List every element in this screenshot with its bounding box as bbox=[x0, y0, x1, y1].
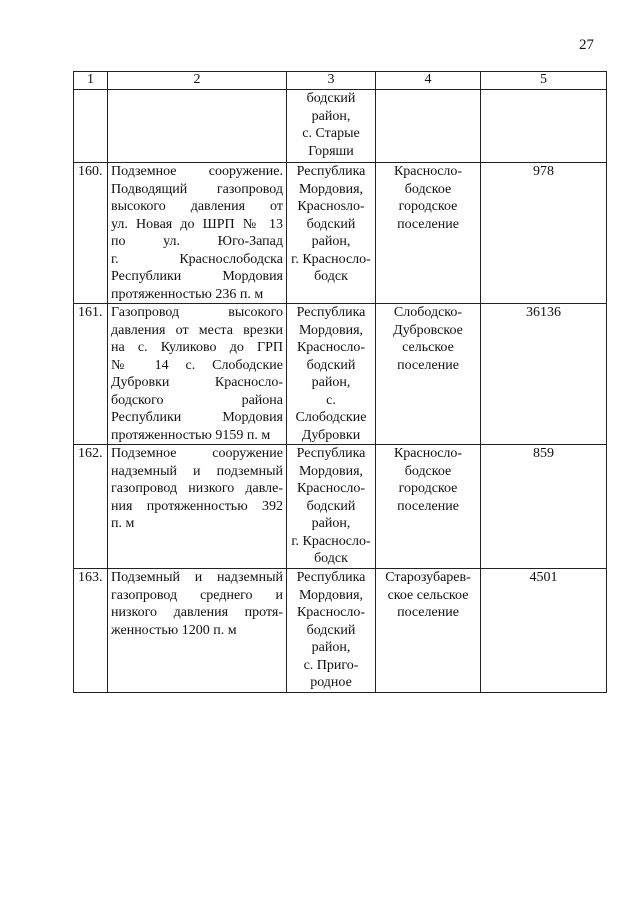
header-col-4: 4 bbox=[376, 72, 481, 90]
settlement-line: сельское bbox=[402, 340, 454, 355]
location-line: Мордовия, bbox=[298, 181, 364, 197]
description-line: давления от места врезки bbox=[111, 322, 283, 338]
description-line: № 14 с. Слободские bbox=[111, 357, 283, 373]
location-line: Мордовия, bbox=[298, 463, 364, 479]
settlement-line: Краснoсло- bbox=[393, 164, 463, 179]
location-line: район, bbox=[311, 234, 351, 249]
cell-location bbox=[287, 445, 376, 569]
location-line: Краснoсло- bbox=[296, 605, 366, 620]
cell-settlement bbox=[376, 304, 481, 445]
location-line: бодский bbox=[306, 216, 356, 232]
location-line: Мордовия, bbox=[298, 322, 364, 338]
location-line: Республика bbox=[296, 570, 366, 585]
settlement-line: бодское bbox=[404, 463, 452, 479]
description-line: бодского района bbox=[111, 392, 283, 408]
description-line: Республики Мордовия bbox=[111, 410, 283, 425]
location-line: Республика bbox=[296, 305, 366, 320]
location-line: Дубровки bbox=[301, 427, 361, 443]
location-line: район, bbox=[311, 108, 351, 124]
description-line: ния протяженностью 392 bbox=[111, 498, 283, 514]
table-body bbox=[74, 90, 607, 693]
cell-settlement bbox=[376, 90, 481, 163]
location-line: бодский bbox=[306, 357, 356, 373]
description-line: ул. Новая до ШРП № 13 bbox=[111, 216, 283, 232]
cell-description bbox=[108, 90, 287, 163]
settlement-line: городское bbox=[398, 481, 458, 496]
header-col-5: 5 bbox=[481, 72, 607, 90]
settlement-line: Старозубарев- bbox=[385, 570, 471, 585]
objects-table bbox=[73, 71, 607, 693]
cell-value: 4501 bbox=[481, 569, 607, 693]
location-line: с. Приго- bbox=[303, 657, 359, 673]
location-line: Республика bbox=[296, 446, 366, 461]
location-line: Краснoсло- bbox=[296, 481, 366, 496]
cell-settlement bbox=[376, 163, 481, 304]
cell-number: 160. bbox=[74, 163, 108, 304]
description-line: высокого давления от bbox=[111, 199, 283, 214]
cell-location bbox=[287, 304, 376, 445]
header-col-2: 2 bbox=[108, 72, 287, 90]
location-line: бодский bbox=[306, 622, 356, 638]
description-line: Подземное сооружение bbox=[111, 446, 283, 461]
table-row bbox=[74, 445, 607, 569]
cell-number bbox=[74, 90, 108, 163]
description-line: Республики Мордовия bbox=[111, 269, 283, 284]
settlement-line: бодское bbox=[404, 181, 452, 197]
location-line: бодск bbox=[314, 551, 348, 566]
settlement-line: поселение bbox=[397, 605, 459, 620]
cell-settlement bbox=[376, 569, 481, 693]
cell-description bbox=[108, 304, 287, 445]
cell-value: 859 bbox=[481, 445, 607, 569]
cell-location bbox=[287, 569, 376, 693]
description-line: женностью 1200 п. м bbox=[111, 622, 237, 638]
header-col-1: 1 bbox=[74, 72, 108, 90]
cell-description bbox=[108, 569, 287, 693]
description-line: протяженностью 9159 п. м bbox=[111, 427, 271, 443]
table-row bbox=[74, 569, 607, 693]
description-line: п. м bbox=[111, 516, 135, 531]
page-number: 27 bbox=[579, 37, 594, 53]
cell-number: 161. bbox=[74, 304, 108, 445]
cell-settlement bbox=[376, 445, 481, 569]
settlement-line: поселение bbox=[397, 357, 459, 373]
header-col-3: 3 bbox=[287, 72, 376, 90]
description-line: надземный и подземный bbox=[111, 463, 283, 479]
cell-value: 978 bbox=[481, 163, 607, 304]
location-line: с. Старые bbox=[302, 126, 360, 141]
location-line: родное bbox=[310, 675, 352, 690]
description-line: газопровод среднего и bbox=[111, 587, 283, 603]
location-line: г. Краснослo- bbox=[291, 251, 371, 267]
table-row bbox=[74, 304, 607, 445]
cell-location bbox=[287, 90, 376, 163]
settlement-line: Краснoсло- bbox=[393, 446, 463, 461]
location-line: район, bbox=[311, 516, 351, 531]
location-line: Краснoсло- bbox=[296, 340, 366, 355]
description-line: газопровод низкого давле- bbox=[111, 481, 283, 496]
settlement-line: городское bbox=[398, 199, 458, 214]
settlement-line: поселение bbox=[397, 216, 459, 232]
location-line: с. Слободские bbox=[295, 392, 367, 425]
description-line: Дубровки Краснoсло- bbox=[111, 375, 283, 390]
cell-number: 162. bbox=[74, 445, 108, 569]
description-line: низкого давления протя- bbox=[111, 605, 283, 620]
description-line: по ул. Юго-Запад bbox=[111, 234, 283, 249]
location-line: Мордовия, bbox=[298, 587, 364, 603]
cell-location bbox=[287, 163, 376, 304]
location-line: бодский bbox=[306, 91, 356, 106]
description-line: г. Краснослободска bbox=[111, 251, 283, 267]
location-line: Краснosло- bbox=[297, 199, 365, 214]
settlement-line: поселение bbox=[397, 498, 459, 514]
cell-number: 163. bbox=[74, 569, 108, 693]
cell-value: 36136 bbox=[481, 304, 607, 445]
location-line: район, bbox=[311, 375, 351, 390]
location-line: Горяши bbox=[308, 143, 354, 159]
header-row bbox=[74, 72, 607, 90]
location-line: Республика bbox=[296, 164, 366, 179]
description-line: Подземный и надземный bbox=[111, 570, 283, 585]
cell-description bbox=[108, 445, 287, 569]
table-row-continuation bbox=[74, 90, 607, 163]
settlement-line: Слободско- bbox=[393, 305, 463, 320]
table-row bbox=[74, 163, 607, 304]
description-line: на с. Куликово до ГРП bbox=[111, 340, 283, 355]
location-line: район, bbox=[311, 640, 351, 655]
description-line: Подземное сооружение. bbox=[111, 164, 283, 179]
settlement-line: Дубровское bbox=[393, 322, 463, 338]
cell-value bbox=[481, 90, 607, 163]
settlement-line: ское сельское bbox=[387, 587, 469, 603]
location-line: г. Краснoсло- bbox=[291, 533, 371, 549]
location-line: бодск bbox=[314, 269, 348, 284]
table-header bbox=[74, 72, 607, 90]
description-line: Газопровод высокого bbox=[111, 305, 283, 320]
description-line: Подводящий газопровод bbox=[111, 181, 283, 197]
cell-description bbox=[108, 163, 287, 304]
location-line: бодский bbox=[306, 498, 356, 514]
description-line: протяженностью 236 п. м bbox=[111, 286, 264, 302]
